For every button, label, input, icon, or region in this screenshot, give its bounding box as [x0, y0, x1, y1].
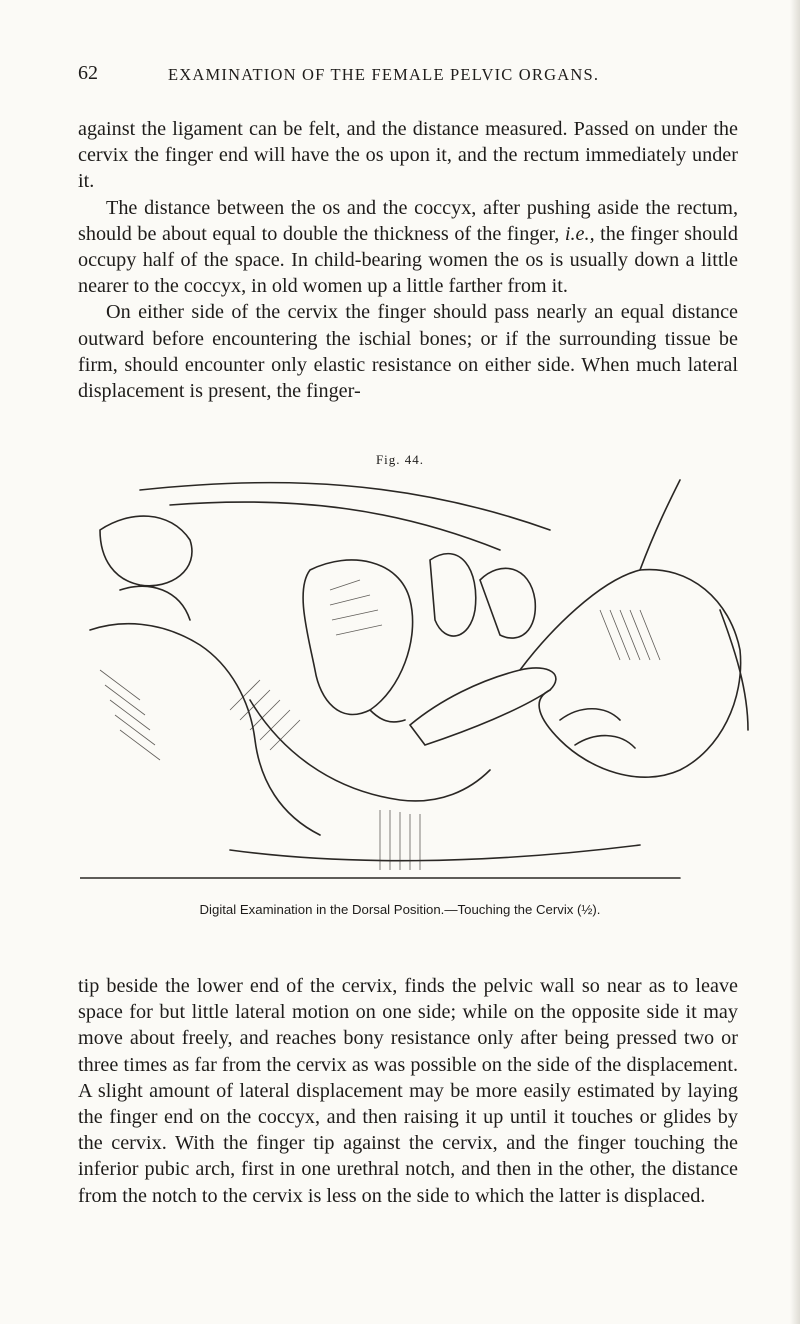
- thumb-outline: [640, 480, 680, 570]
- uterus-outline: [303, 560, 413, 714]
- cervix-outline: [370, 710, 405, 722]
- examining-finger: [410, 668, 556, 745]
- rectum-outline: [250, 700, 490, 801]
- figure-illustration: [80, 470, 750, 890]
- figure-label: Fig. 44.: [375, 452, 425, 467]
- vertebra-outline: [120, 586, 190, 620]
- running-head: EXAMINATION OF THE FEMALE PELVIC ORGANS.: [168, 65, 600, 84]
- body-text-bottom: [78, 973, 738, 1209]
- paragraph-os-coccyx: [78, 195, 738, 300]
- page-header: [78, 62, 738, 88]
- page-edge-shadow: [790, 0, 800, 1324]
- body-text-top: [78, 116, 738, 404]
- perineum-line: [230, 845, 640, 861]
- page-number: 62: [78, 62, 98, 84]
- paragraph-continued-after-figure: tip beside the lower end of the cervix, finds the pelvic wall so near as to leave space for but little lateral motion on one side; while on the opposite side it may move about freely, and reaches bony resistance only after being pressed two or three times as far from the cervix as was possible on the side of the displacement. A slight amount of lateral displacement may be more easily estimated by laying the finger end on the coccyx, and then raising it up until it touches or glides by the cervix. With the finger tip against the cervix, and the finger touching the inferior pubic arch, first in one urethral notch, and then in the other, the distance from the notch to the cervix is less on the side to which the latter is displaced.: [78, 975, 738, 1207]
- vertebra-outline: [100, 516, 192, 586]
- knuckle-line: [575, 736, 635, 748]
- hatching: [600, 610, 660, 660]
- paragraph-lateral: On either side of the cervix the finger should pass nearly an equal distance outward before encountering the ischial bones; or if the surrounding tissue be firm, should encounter only elastic resistance on either side. When much lateral displacement is present, the finger-: [78, 301, 738, 403]
- hatching: [100, 670, 160, 760]
- text-run: The distance between the os and the coccyx, after pushing aside the rectum, should be about equal to double the thickness of the finger,: [78, 196, 738, 245]
- bladder-outline: [430, 554, 476, 636]
- figure-caption: Digital Examination in the Dorsal Position.—Touching the Cervix (½).: [199, 902, 601, 917]
- paragraph-continued: against the ligament can be felt, and the distance measured. Passed on under the cervix the finger end will have the os upon it, and the rectum immediately under it.: [78, 118, 738, 193]
- sacrum-outline: [90, 624, 320, 835]
- pubic-bone: [480, 568, 535, 638]
- pelvic-curve: [170, 502, 500, 550]
- italic-ie: i.e.,: [564, 222, 595, 245]
- text-run: the finger should occupy half of the space. In child-bearing women the os is usually down a little nearer to the coccyx, in old women up a little farther from it.: [78, 222, 738, 298]
- pelvic-curve: [140, 483, 550, 530]
- hatching: [330, 580, 382, 635]
- knuckle-line: [560, 709, 620, 720]
